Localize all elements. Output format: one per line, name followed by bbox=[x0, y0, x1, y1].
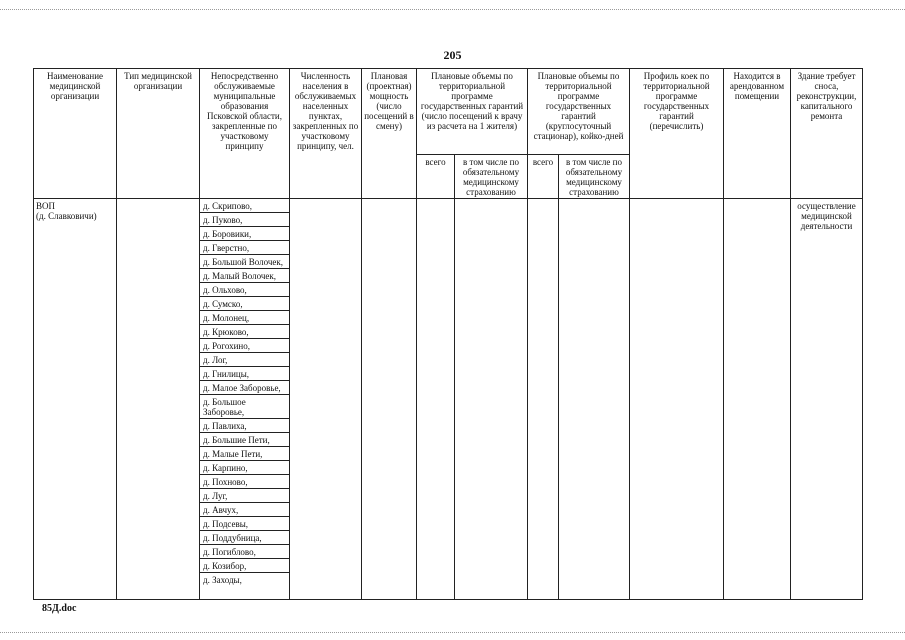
village-item: д. Похново, bbox=[200, 475, 289, 489]
village-item: д. Крюково, bbox=[200, 325, 289, 339]
village-item: д. Малые Пети, bbox=[200, 447, 289, 461]
rented-cell bbox=[724, 199, 791, 600]
building-note: осуществление медицинской деятельности bbox=[791, 199, 863, 600]
village-item: д. Поддубница, bbox=[200, 531, 289, 545]
header-inpatient-volumes: Плановые объемы по территориальной программе государственных гарантий (круглосуточный стационар), койко-дней bbox=[528, 69, 630, 155]
village-item: д. Пуково, bbox=[200, 213, 289, 227]
subheader-inpatient-oms: в том числе по обязательному медицинскому страхованию bbox=[559, 155, 630, 199]
header-type: Тип медицинской организации bbox=[117, 69, 200, 199]
village-item: д. Большие Пети, bbox=[200, 433, 289, 447]
subheader-outpatient-oms: в том числе по обязательному медицинскому страхованию bbox=[455, 155, 528, 199]
facility-type bbox=[117, 199, 200, 600]
village-item: д. Заходы, bbox=[203, 575, 242, 585]
page-number: 205 bbox=[443, 48, 462, 62]
population-cell bbox=[290, 199, 362, 600]
village-item: д. Скрипово, bbox=[200, 199, 289, 213]
village-item: д. Гверстно, bbox=[200, 241, 289, 255]
village-item: д. Гнилицы, bbox=[200, 367, 289, 381]
header-outpatient-volumes: Плановые объемы по территориальной программе государственных гарантий (число посещений к врачу из расчета на 1 жителя) bbox=[417, 69, 528, 155]
document-filename: 85Д.doc bbox=[42, 603, 77, 614]
municipalities-list bbox=[200, 199, 290, 600]
village-item: д. Молонец, bbox=[200, 311, 289, 325]
header-building: Здание требует сноса, реконструкции, капитального ремонта bbox=[791, 69, 863, 199]
village-item: д. Подсевы, bbox=[200, 517, 289, 531]
header-beds-profile: Профиль коек по территориальной программе государственных гарантий (перечислить) bbox=[630, 69, 724, 199]
table-row bbox=[34, 199, 863, 600]
facilities-table bbox=[33, 68, 863, 600]
inpatient-total-cell bbox=[528, 199, 559, 600]
village-item: д. Лог, bbox=[200, 353, 289, 367]
village-item: д. Луг, bbox=[200, 489, 289, 503]
village-item: д. Козибор, bbox=[200, 559, 289, 573]
village-item: д. Погиблово, bbox=[200, 545, 289, 559]
facility-location: (д. Славковичи) bbox=[36, 211, 97, 221]
outpatient-total-cell bbox=[417, 199, 455, 600]
subheader-inpatient-total: всего bbox=[528, 155, 559, 199]
header-rented: Находится в арендованном помещении bbox=[724, 69, 791, 199]
header-population: Численность населения в обслуживаемых населенных пунктах, закрепленных по участковому принципу, чел. bbox=[290, 69, 362, 199]
village-item: д. Карпино, bbox=[200, 461, 289, 475]
inpatient-oms-cell bbox=[559, 199, 630, 600]
village-item: д. Рогохино, bbox=[200, 339, 289, 353]
village-item: д. Павлиха, bbox=[200, 419, 289, 433]
scan-artifact-top bbox=[0, 9, 905, 10]
scan-artifact-bottom bbox=[0, 632, 905, 633]
village-item: д. Малый Волочек, bbox=[200, 269, 289, 283]
subheader-outpatient-total: всего bbox=[417, 155, 455, 199]
header-municipalities: Непосредственно обслуживаемые муниципальные образования Псковской области, закрепленные по участковому принципу bbox=[200, 69, 290, 199]
beds-profile-cell bbox=[630, 199, 724, 600]
village-item: д. Малое Заборовье, bbox=[200, 381, 289, 395]
header-capacity: Плановая (проектная) мощность (число посещений в смену) bbox=[362, 69, 417, 199]
header-name: Наименование медицинской организации bbox=[34, 69, 117, 199]
facility-name bbox=[34, 199, 117, 600]
village-item: д. Большое Заборовье, bbox=[200, 395, 289, 419]
village-item: д. Большой Волочек, bbox=[200, 255, 289, 269]
outpatient-oms-cell bbox=[455, 199, 528, 600]
village-item: д. Боровики, bbox=[200, 227, 289, 241]
village-item: д. Сумско, bbox=[200, 297, 289, 311]
village-item: д. Ольхово, bbox=[200, 283, 289, 297]
facility-abbreviation: ВОП bbox=[36, 201, 56, 211]
capacity-cell bbox=[362, 199, 417, 600]
village-item: д. Авчух, bbox=[200, 503, 289, 517]
